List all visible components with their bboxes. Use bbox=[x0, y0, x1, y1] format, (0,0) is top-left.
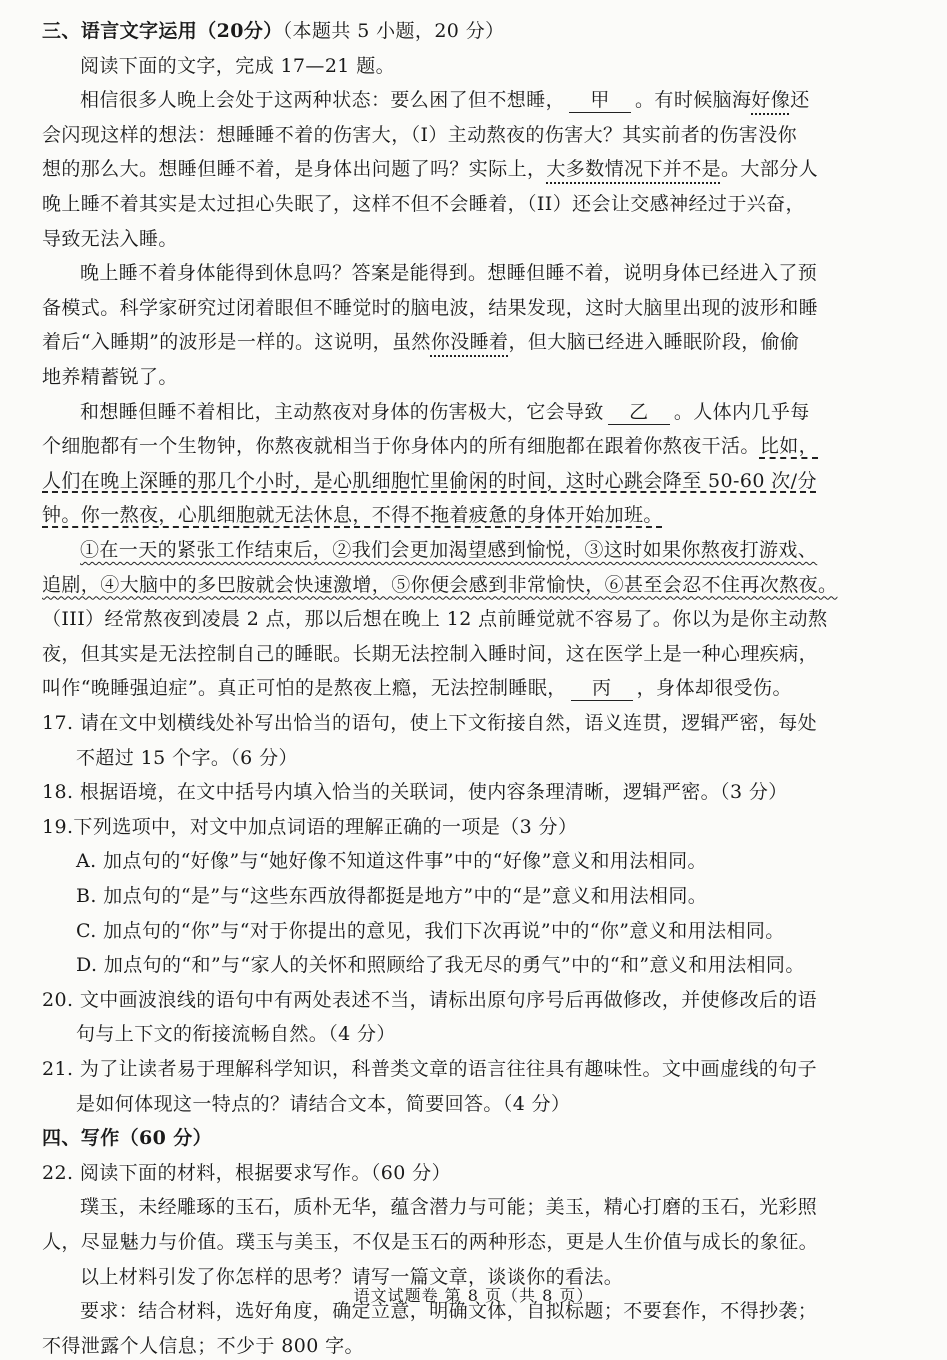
reading-intro: 阅读下面的文字，完成 17—21 题。 bbox=[80, 54, 396, 77]
text-span: 相信很多人晚上会处于这两种状态：要么困了但不想睡， bbox=[80, 89, 566, 112]
passage-line bbox=[80, 398, 910, 426]
wavy-sentence: 追剧，④大脑中的多巴胺就会快速激增，⑤你便会感到非常愉快，⑥甚至会忍不住再次熬夜。 bbox=[42, 573, 838, 596]
passage-line bbox=[80, 536, 910, 564]
material-line: 璞玉，未经雕琢的玉石，质朴无华，蕴含潜力与可能；美玉，精心打磨的玉石，光彩照 bbox=[80, 1196, 818, 1219]
question-21: 21. 为了让读者易于理解科学知识，科普类文章的语言往往具有趣味性。文中画虚线的句子 bbox=[42, 1058, 818, 1080]
text-span: 。有时候脑海 bbox=[635, 89, 752, 112]
question-20-cont: 句与上下文的衔接流畅自然。（4 分） bbox=[76, 1023, 396, 1046]
question-17: 17. 请在文中划横线处补写出恰当的语句，使上下文衔接自然，语义连贯，逻辑严密，每处 bbox=[42, 712, 818, 734]
passage-line bbox=[42, 328, 912, 356]
section-note: （本题共 5 小题，20 分） bbox=[282, 20, 505, 42]
option-b: B. 加点句的“是”与“这些东西放得都挺是地方”中的“是”意义和用法相同。 bbox=[76, 885, 708, 907]
passage-line bbox=[42, 571, 912, 599]
section-3-heading bbox=[42, 17, 912, 45]
question-20: 20. 文中画波浪线的语句中有两处表述不当，请标出原句序号后再做修改，并使修改后的语 bbox=[42, 988, 818, 1011]
passage-line: 晚上睡不着身体能得到休息吗？答案是能得到。想睡但睡不着，说明身体已经进入了预 bbox=[80, 262, 818, 285]
passage-line bbox=[42, 432, 912, 460]
passage-line bbox=[42, 467, 912, 495]
dashed-sentence: 比如， bbox=[759, 435, 819, 458]
passage-line bbox=[42, 674, 912, 702]
blank-bing: 丙 bbox=[571, 676, 633, 701]
question-22: 22. 阅读下面的材料，根据要求写作。（60 分） bbox=[42, 1161, 451, 1184]
option-c: C. 加点句的“你”与“对于你提出的意见，我们下次再说”中的“你”意义和用法相同。 bbox=[76, 919, 785, 942]
section-title: 三、语言文字运用（20分） bbox=[42, 20, 283, 42]
requirement-line: 要求：结合材料，选好角度，确定立意，明确文体，自拟标题；不要套作，不得抄袭； bbox=[80, 1300, 818, 1323]
passage-line: （III）经常熬夜到凌晨 2 点，那以后想在晚上 12 点前睡觉就不容易了。你以为是你主动熬 bbox=[42, 608, 828, 631]
dashed-sentence: 人们在晚上深睡的那几个小时，是心肌细胞忙里偷闲的时间，这时心跳会降至 50-60 次/分 bbox=[42, 469, 817, 492]
passage-line: 地养精蓄锐了。 bbox=[42, 366, 178, 388]
requirement-line: 不得泄露个人信息；不少于 800 字。 bbox=[42, 1334, 364, 1357]
passage-line: 会闪现这样的想法：想睡睡不着的伤害大，（I）主动熬夜的伤害大？其实前者的伤害没你 bbox=[42, 123, 798, 146]
passage-line: 夜，但其实是无法控制自己的睡眠。长期无法控制入睡时间，这在医学上是一种心理疾病， bbox=[42, 642, 819, 665]
passage-line bbox=[80, 86, 910, 114]
section-4-heading: 四、写作（60 分） bbox=[42, 1127, 213, 1150]
text-span: 。人体内几乎每 bbox=[673, 400, 810, 423]
question-18: 18. 根据语境，在文中括号内填入恰当的关联词，使内容条理清晰，逻辑严密。（3 分） bbox=[42, 781, 788, 804]
text-span: 个细胞都有一个生物钟，你熬夜就相当于你身体内的所有细胞都在跟着你熬夜干活。 bbox=[42, 435, 760, 458]
text-span: 想的那么大。想睡但睡不着，是身体出问题了吗？实际上， bbox=[42, 158, 547, 181]
blank-jia: 甲 bbox=[569, 88, 631, 113]
text-span: 着后“入睡期”的波形是一样的。这说明，虽然 bbox=[42, 331, 431, 354]
material-line: 以上材料引发了你怎样的思考？请写一篇文章，谈谈你的看法。 bbox=[80, 1265, 624, 1288]
wavy-sentence: ①在一天的紧张工作结束后，②我们会更加渴望感到愉悦，③这时如果你熬夜打游戏、 bbox=[80, 539, 818, 561]
option-d: D. 加点句的“和”与“家人的关怀和照顾给了我无尽的勇气”中的“和”意义和用法相同。 bbox=[76, 954, 805, 977]
dotted-word-haoxiang: 好像 bbox=[751, 89, 791, 112]
text-span: 。大部分人 bbox=[721, 158, 819, 181]
passage-line bbox=[42, 155, 912, 183]
text-span: ，身体却很受伤。 bbox=[636, 677, 792, 700]
passage-line: 备模式。科学家研究过闭着眼但不睡觉时的脑电波，结果发现，这时大脑里出现的波形和睡 bbox=[42, 296, 819, 319]
passage-line bbox=[42, 501, 912, 529]
material-line: 人，尽显魅力与价值。璞玉与美玉，不仅是玉石的两种形态，更是人生价值与成长的象征。 bbox=[42, 1231, 819, 1253]
option-a: A. 加点句的“好像”与“她好像不知道这件事”中的“好像”意义和用法相同。 bbox=[76, 850, 707, 873]
dotted-phrase-shi: 大多数情况下并不是 bbox=[546, 158, 722, 181]
text-span: 和想睡但睡不着相比，主动熬夜对身体的伤害极大，它会导致 bbox=[80, 400, 604, 423]
page-footer: 语文试题卷 第 8 页（共 8 页） bbox=[353, 1286, 594, 1305]
dashed-sentence: 钟。你一熬夜，心肌细胞就无法休息，不得不拖着疲惫的身体开始加班。 bbox=[42, 504, 663, 527]
blank-yi: 乙 bbox=[608, 400, 670, 425]
text-span: 还 bbox=[790, 89, 810, 112]
text-span: 叫作“晚睡强迫症”。真正可怕的是熬夜上瘾，无法控制睡眠， bbox=[42, 677, 567, 700]
question-21-cont: 是如何体现这一特点的？请结合文本，简要回答。（4 分） bbox=[76, 1092, 571, 1115]
passage-line: 晚上睡不着其实是太过担心失眠了，这样不但不会睡着，（II）还会让交感神经过于兴奋， bbox=[42, 193, 805, 215]
question-19: 19.下列选项中，对文中加点词语的理解正确的一项是（3 分） bbox=[42, 815, 578, 838]
question-17-cont: 不超过 15 个字。（6 分） bbox=[76, 746, 298, 769]
dotted-phrase-ni: 你没睡着 bbox=[430, 331, 509, 354]
passage-line: 导致无法入睡。 bbox=[42, 227, 178, 250]
text-span: ，但大脑已经进入睡眠阶段，偷偷 bbox=[508, 331, 800, 354]
